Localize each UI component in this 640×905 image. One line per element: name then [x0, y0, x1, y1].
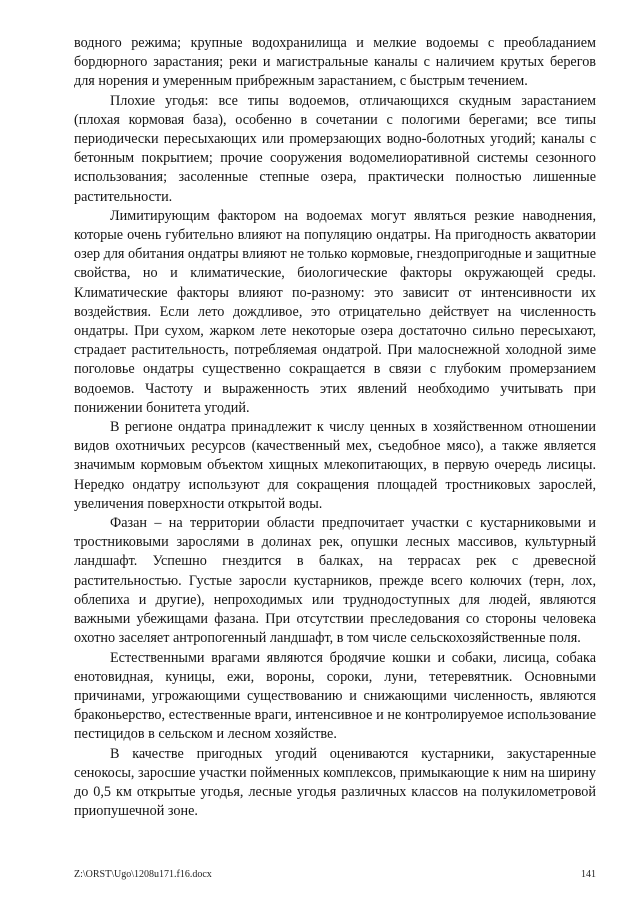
paragraph-pheasant-habitat: Фазан – на территории области предпочитает участки с кустарниковыми и тростниковыми зарослями в долинах рек, опушки лесных массивов, культурный ландшафт. Успешно гнездится в балках, на террасах рек с древесной растительностью. Густые заросли кустарников, прежде всего колючих (терн, лох, облепиха и другие), непроходимых или труднодоступных для людей, являются важными убежищами фазана. При отсутствии преследования со стороны человека охотно заселяет антропогенный ландшафт, в том числе сельскохозяйственные поля.: [74, 515, 596, 647]
page-number: 141: [581, 869, 596, 880]
paragraph-poor-habitats: Плохие угодья: все типы водоемов, отличающихся скудным зарастанием (плохая кормовая база), особенно в сочетании с пологими берегами; все типы периодически пересыхающих или промерзающих водно-болотных угодий; каналы с бетонным покрытием; прочие сооружения водомелиоративной системы сезонного использования; засоленные степные озера, практически полностью лишенные растительности.: [74, 92, 596, 205]
paragraph-continuation: водного режима; крупные водохранилища и мелкие водоемы с преобладанием бордюрного зарастания; реки и магистральные каналы с наличием крутых берегов для норения и умеренным прибрежным зарастанием, с быстрым течением.: [74, 35, 596, 90]
paragraph-suitable-lands: В качестве пригодных угодий оцениваются кустарники, закустаренные сенокосы, заросшие участки пойменных комплексов, примыкающие к ним на ширину до 0,5 км открытые угодья, лесные угодья различных классов на полукилометровой приопушечной зоне.: [74, 745, 596, 820]
paragraph-limiting-factors: Лимитирующим фактором на водоемах могут являться резкие наводнения, которые очень губительно влияют на популяцию ондатры. На пригодность акватории озер для обитания ондатры влияют не только кормовые, гнездопригодные и защитные свойства, но и климатические, биологические факторы окружающей среды. Климатические факторы влияют по-разному: это зависит от интенсивности их воздействия. Если лето дождливое, это отрицательно действует на численность ондатры. При сухом, жарком лете некоторые озера достаточно сильно пересыхают, страдает растительность, потребляемая ондатрой. При малоснежной холодной зиме поголовье ондатры существенно сокращается в связи с глубоким промерзанием водоемов. Частоту и выраженность этих явлений необходимо учитывать при понижении бонитета угодий.: [74, 207, 596, 416]
paragraph-muskrat-economic: В регионе ондатра принадлежит к числу ценных в хозяйственном отношении видов охотничьих ресурсов (качественный мех, съедобное мясо), а также является значимым кормовым объектом хищных млекопитающих, в первую очередь лисицы. Нередко ондатру используют для сокращения площадей тростниковых зарослей, увеличения поверхности открытой воды.: [74, 419, 596, 512]
footer-file-path: Z:\ORST\Ugo\1208u171.f16.docx: [74, 869, 212, 880]
paragraph-pheasant-enemies: Естественными врагами являются бродячие кошки и собаки, лисица, собака енотовидная, куницы, ежи, вороны, сороки, луни, тетеревятник. Основными причинами, угрожающими существованию и снижающими численность, являются браконьерство, естественные враги, интенсивное и не контролируемое использование пестицидов в сельском и лесном хозяйстве.: [74, 649, 596, 743]
document-body: [74, 34, 596, 821]
